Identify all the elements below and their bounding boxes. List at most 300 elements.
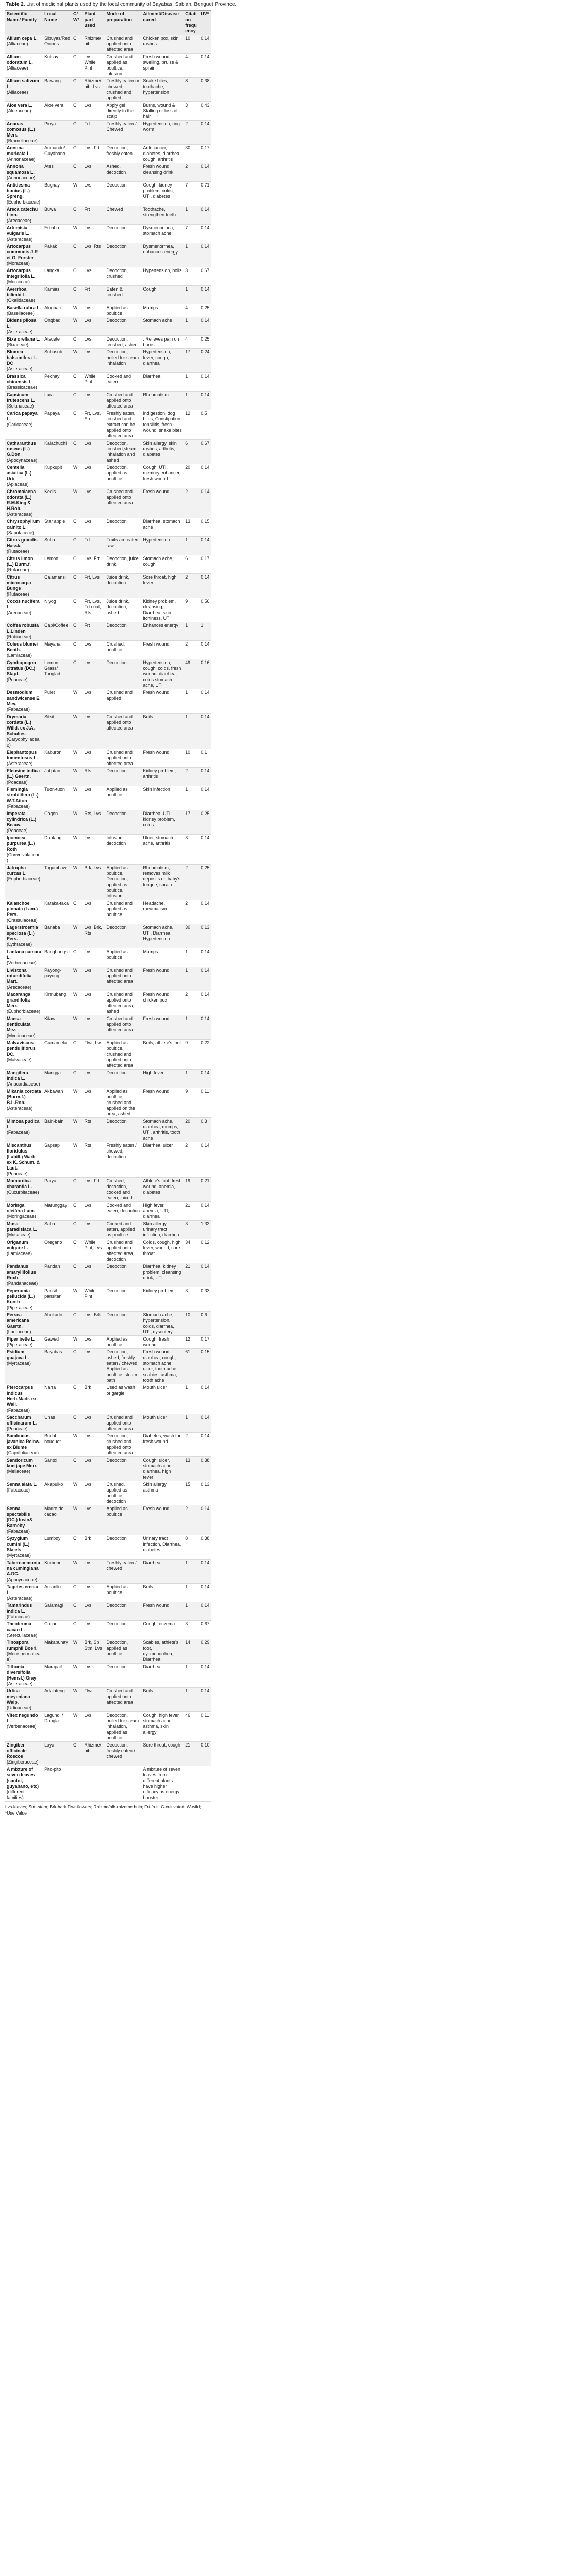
cell-scientific-name [5, 1457, 43, 1481]
cell-scientific-name [5, 121, 43, 145]
family-name: (Euphorbiaceae) [7, 876, 41, 882]
cell-preparation: Decoction [105, 1457, 142, 1481]
family-name: (Alliaceae) [7, 90, 28, 95]
cell-citation-frequency: 14 [184, 1639, 199, 1664]
cell-scientific-name [5, 35, 43, 54]
cell-scientific-name [5, 555, 43, 574]
cell-local-name: Marapait [43, 1664, 72, 1688]
cell-use-value: 0.14 [199, 225, 211, 243]
cell-use-value: 0.14 [199, 373, 211, 392]
cell-scientific-name [5, 1535, 43, 1560]
cell-cultivated-wild: C [72, 574, 83, 598]
cell-plant-part: Lvs [83, 1088, 105, 1118]
table-row [5, 102, 211, 121]
cell-use-value: 0.14 [199, 121, 211, 145]
cell-cultivated-wild: W [72, 924, 83, 948]
cell-use-value: 0.5 [199, 410, 211, 440]
cell-citation-frequency: 21 [184, 1263, 199, 1287]
family-name: (Rutaceae) [7, 549, 29, 554]
cell-scientific-name [5, 786, 43, 810]
cell-scientific-name [5, 991, 43, 1015]
cell-preparation: Applied as poultice [105, 1505, 142, 1535]
scientific-name: Zingiber officinale Roscoe [7, 1742, 27, 1759]
cell-use-value: 0.1 [199, 749, 211, 768]
cell-preparation: Crushed and applied onto affected area [105, 1414, 142, 1433]
scientific-name: Artemisia vulgaris L. [7, 225, 29, 236]
cell-plant-part: Lvs [83, 991, 105, 1015]
family-name: (Malvaceae) [7, 1057, 32, 1062]
cell-scientific-name [5, 1602, 43, 1621]
table-row [5, 1560, 211, 1584]
cell-ailment: Stomach ache, cough [141, 555, 184, 574]
family-name: (Asteraceae) [7, 329, 33, 334]
cell-use-value: 0.71 [199, 182, 211, 206]
cell-citation-frequency: 1 [184, 206, 199, 225]
cell-preparation: Decoction [105, 1535, 142, 1560]
cell-citation-frequency: 4 [184, 54, 199, 78]
cell-citation-frequency: 10 [184, 35, 199, 54]
cell-cultivated-wild: C [72, 373, 83, 392]
cell-preparation: Crushed and applied onto affected area, decoction [105, 1239, 142, 1263]
table-row [5, 924, 211, 948]
cell-citation-frequency: 10 [184, 1312, 199, 1336]
cell-preparation: Cooked and eaten [105, 373, 142, 392]
cell-citation-frequency: 1 [184, 967, 199, 991]
cell-plant-part: Rts [83, 768, 105, 786]
cell-cultivated-wild: W [72, 689, 83, 714]
cell-local-name: Cacao [43, 1621, 72, 1639]
cell-cultivated-wild: W [72, 1287, 83, 1312]
family-name: (Alliaceae) [7, 65, 28, 71]
table-row [5, 54, 211, 78]
cell-cultivated-wild: C [72, 1384, 83, 1414]
cell-ailment: Stomach ache, diarrhea, mumps, UTI, arthritis, tooth ache [141, 1118, 184, 1142]
table-row [5, 537, 211, 555]
cell-scientific-name [5, 1742, 43, 1766]
scientific-name: Origanum vulgare L. [7, 1240, 28, 1250]
scientific-name: Basella rubra L. [7, 305, 41, 310]
cell-use-value: 0.33 [199, 1287, 211, 1312]
cell-ailment: Fresh wound, diarrhea, cough, stomach ache, ulcer, tooth ache, scabies, asthma, tooth ache [141, 1349, 184, 1384]
cell-citation-frequency: 13 [184, 1457, 199, 1481]
cell-cultivated-wild: C [72, 206, 83, 225]
cell-scientific-name [5, 1239, 43, 1263]
cell-cultivated-wild: C [72, 286, 83, 304]
cell-cultivated-wild: W [72, 1664, 83, 1688]
scientific-name: Tinospora rumphii Boerl. [7, 1640, 38, 1651]
cell-ailment: Diarrhea, stomach ache [141, 518, 184, 537]
table-row [5, 1602, 211, 1621]
cell-plant-part: Lvs [83, 464, 105, 488]
cell-use-value: 0.43 [199, 102, 211, 121]
cell-preparation: Crushed and applied as poultice, infusion [105, 54, 142, 78]
table-row [5, 1239, 211, 1263]
cell-citation-frequency: 20 [184, 1118, 199, 1142]
cell-use-value: 0.14 [199, 786, 211, 810]
table-row [5, 786, 211, 810]
cell-plant-part: Lvs [83, 1457, 105, 1481]
cell-local-name: Mayana [43, 641, 72, 659]
cell-local-name: Bangbangsit [43, 948, 72, 967]
cell-use-value: 1 [199, 622, 211, 641]
cell-local-name: Capi/Coffee [43, 622, 72, 641]
cell-ailment: Fresh wound [141, 749, 184, 768]
cell-local-name: Ongbad [43, 317, 72, 336]
cell-plant-part: Frt [83, 622, 105, 641]
cell-scientific-name [5, 182, 43, 206]
cell-ailment: Mumps [141, 304, 184, 317]
cell-cultivated-wild: C [72, 1584, 83, 1602]
table-row [5, 1015, 211, 1040]
cell-preparation: Decoction, crushed,steam inhalation and ashed [105, 440, 142, 464]
cell-use-value: 0.38 [199, 1457, 211, 1481]
family-name: (Asteraceae) [7, 1596, 33, 1601]
scientific-name: Tabernaemontana cumingiana A.DC. [7, 1560, 40, 1577]
cell-preparation: Decoction [105, 1287, 142, 1312]
family-name: (Verbenaceae) [7, 960, 37, 965]
cell-scientific-name [5, 304, 43, 317]
cell-local-name: Suha [43, 537, 72, 555]
table-row [5, 689, 211, 714]
scientific-name: Elephantopus tomentosus L. [7, 750, 38, 760]
cell-scientific-name [5, 622, 43, 641]
cell-local-name: Kutsay [43, 54, 72, 78]
table-row [5, 574, 211, 598]
cell-use-value: 0.14 [199, 1602, 211, 1621]
cell-ailment: Cough, eczema [141, 1621, 184, 1639]
cell-citation-frequency: 1 [184, 1584, 199, 1602]
cell-scientific-name [5, 768, 43, 786]
cell-scientific-name [5, 243, 43, 267]
table-row [5, 267, 211, 286]
family-name: (Bromeliaceae) [7, 138, 38, 143]
scientific-name: Antidesma bunius (L.) Spreng. [7, 182, 30, 199]
cell-plant-part: Flwr, Lvs [83, 1040, 105, 1070]
cell-use-value: 0.11 [199, 1712, 211, 1742]
cell-cultivated-wild: C [72, 948, 83, 967]
family-name: (Asteraceae) [7, 1106, 33, 1111]
cell-ailment: Stomach ache, UTI, Diarrhea, Hypertension [141, 924, 184, 948]
scientific-name: Cocos nucifera L. [7, 599, 40, 609]
family-name: (Fabaceae) [7, 1529, 30, 1534]
cell-local-name: Saba [43, 1221, 72, 1239]
scientific-name: Imperata cylindrica (L.) Beauv. [7, 811, 37, 827]
cell-preparation: Decoction [105, 1602, 142, 1621]
cell-plant-part: Lvs [83, 182, 105, 206]
cell-preparation: Decoction, crushed [105, 267, 142, 286]
cell-local-name: Sibuyas/Red Onions [43, 35, 72, 54]
scientific-name: Moringa oleifera Lam. [7, 1202, 35, 1213]
medicinal-plants-table [5, 10, 211, 1802]
cell-plant-part: Brk, Lvs [83, 865, 105, 900]
cell-scientific-name [5, 145, 43, 163]
table-row [5, 1664, 211, 1688]
cell-use-value: 0.14 [199, 768, 211, 786]
table-row [5, 1621, 211, 1639]
family-name: (Crassulaceae) [7, 918, 38, 923]
cell-plant-part: Lvs [83, 1202, 105, 1221]
cell-plant-part: Lvs [83, 1433, 105, 1457]
table-row [5, 555, 211, 574]
cell-cultivated-wild: C [72, 1742, 83, 1766]
cell-use-value: 0.14 [199, 464, 211, 488]
header-local-name: Local Name [43, 11, 72, 35]
cell-scientific-name [5, 392, 43, 410]
scientific-name: Bixa orellana L. [7, 336, 41, 342]
cell-scientific-name [5, 336, 43, 349]
table-caption-label: Table 2. [6, 2, 25, 7]
table-row [5, 488, 211, 518]
cell-local-name: Lumboy [43, 1535, 72, 1560]
scientific-name: Ipomoea purpurea (L.) Roth [7, 835, 35, 852]
scientific-name: Vitex negundo L. [7, 1713, 38, 1723]
scientific-name: Capsicum frutescens L. [7, 392, 35, 403]
cell-cultivated-wild: W [72, 1639, 83, 1664]
cell-ailment: Cough, fresh wound [141, 1336, 184, 1349]
cell-local-name: Subusob [43, 349, 72, 373]
cell-local-name: Amarillo [43, 1584, 72, 1602]
table-row [5, 948, 211, 967]
cell-cultivated-wild: C [72, 1602, 83, 1621]
scientific-name: Senna alata L. [7, 1482, 38, 1487]
cell-plant-part: Lvs, Brk, Rts [83, 924, 105, 948]
cell-preparation: Freshly eaten, crushed and extract can be applied onto affected area [105, 410, 142, 440]
family-name: (Sapotaceae) [7, 530, 34, 535]
table-row [5, 1040, 211, 1070]
cell-plant-part: Lvs, While Plnt [83, 54, 105, 78]
cell-citation-frequency: 9 [184, 598, 199, 622]
cell-plant-part: Lvs [83, 1560, 105, 1584]
cell-cultivated-wild: W [72, 1015, 83, 1040]
cell-citation-frequency: 1 [184, 1664, 199, 1688]
cell-ailment: Diabetes, wash for fresh wound [141, 1433, 184, 1457]
table-row [5, 440, 211, 464]
scientific-name: Citrus limon (L.) Burm.f. [7, 556, 34, 567]
cell-cultivated-wild: C [72, 537, 83, 555]
family-name: (Oxalidaceae) [7, 298, 35, 303]
family-name: (Caricaceae) [7, 422, 33, 427]
cell-cultivated-wild: W [72, 810, 83, 835]
cell-cultivated-wild: W [72, 1560, 83, 1584]
cell-citation-frequency: 4 [184, 336, 199, 349]
cell-preparation: Crushed and applied onto affected area [105, 1688, 142, 1712]
scientific-name: Chromolaena odorata (L.) R.M.King & H.Rob. [7, 489, 36, 511]
family-name: (Asteraceae) [7, 512, 33, 517]
cell-use-value: 0.14 [199, 1202, 211, 1221]
cell-citation-frequency: 2 [184, 1505, 199, 1535]
cell-scientific-name [5, 1433, 43, 1457]
cell-cultivated-wild: C [72, 1178, 83, 1202]
family-name: (Convolvulaceae) [7, 852, 41, 863]
scientific-name: Coffea robusta L.Linden [7, 623, 39, 634]
cell-scientific-name [5, 163, 43, 182]
cell-preparation: Decoction, juice drink [105, 555, 142, 574]
scientific-name: Sambucus javanica Reinw. ex Blume [7, 1433, 41, 1450]
cell-local-name: Sapsap [43, 1142, 72, 1178]
cell-preparation: Juice drink, decoction [105, 574, 142, 598]
scientific-name: Cymbopogon citratus (DC.) Stapf. [7, 660, 36, 676]
cell-preparation: Applied as poultice [105, 1584, 142, 1602]
cell-preparation: Applied as poultice [105, 1336, 142, 1349]
cell-local-name: Laya [43, 1742, 72, 1766]
cell-ailment: Anti-cancer, diabetes, diarrhea, cough, arthritis [141, 145, 184, 163]
cell-use-value: 0.67 [199, 267, 211, 286]
scientific-name: Brassica chinensis L. [7, 374, 33, 384]
table-row [5, 1202, 211, 1221]
cell-scientific-name [5, 206, 43, 225]
cell-plant-part: Frt [83, 286, 105, 304]
table-row [5, 900, 211, 924]
table-row [5, 182, 211, 206]
cell-local-name: Oregano [43, 1239, 72, 1263]
cell-preparation: Decoction [105, 225, 142, 243]
cell-citation-frequency: 1 [184, 537, 199, 555]
cell-use-value: 0.14 [199, 948, 211, 967]
cell-preparation: Decoction, applied as poultice [105, 464, 142, 488]
cell-use-value: 0.14 [199, 1560, 211, 1584]
cell-cultivated-wild: W [72, 1505, 83, 1535]
cell-local-name: Erbaba [43, 225, 72, 243]
cell-cultivated-wild: W [72, 304, 83, 317]
cell-local-name: Pinya [43, 121, 72, 145]
cell-use-value: 0.14 [199, 317, 211, 336]
cell-scientific-name [5, 373, 43, 392]
cell-use-value: 0.14 [199, 641, 211, 659]
cell-citation-frequency: 2 [184, 991, 199, 1015]
cell-ailment: . Relieves pain on burns [141, 336, 184, 349]
cell-scientific-name [5, 900, 43, 924]
cell-plant-part: Lvs [83, 518, 105, 537]
table-row [5, 518, 211, 537]
cell-ailment: Diarrhea [141, 373, 184, 392]
table-row [5, 659, 211, 689]
cell-use-value: 0.14 [199, 967, 211, 991]
family-name: (Poaceae) [7, 677, 28, 682]
cell-ailment: Boils [141, 714, 184, 749]
scientific-name: Mimosa pudica L. [7, 1118, 40, 1129]
cell-ailment: Headache, rheumatism [141, 900, 184, 924]
cell-citation-frequency: 10 [184, 749, 199, 768]
cell-use-value: 0.14 [199, 689, 211, 714]
cell-local-name: Daptang [43, 835, 72, 865]
cell-scientific-name [5, 967, 43, 991]
cell-plant-part: Lvs [83, 1621, 105, 1639]
cell-preparation: Applied as poultice, Decoction, applied as poultice, Infusion [105, 865, 142, 900]
table-row [5, 1535, 211, 1560]
cell-plant-part: Lvs [83, 689, 105, 714]
cell-use-value: 0.24 [199, 349, 211, 373]
cell-use-value: 0.12 [199, 1239, 211, 1263]
cell-ailment: Skin allergy, urinary tract infection, diarrhea [141, 1221, 184, 1239]
family-name: (Arecaceae) [7, 985, 31, 990]
cell-local-name: Kurbebet [43, 1560, 72, 1584]
cell-use-value: 0.14 [199, 1584, 211, 1602]
cell-preparation: Cooked and eaten, decoction [105, 1202, 142, 1221]
cell-ailment: Ulcer, stomach ache, arthritis [141, 835, 184, 865]
cell-preparation: Applied as poultice, crushed and applied on the area, ashed [105, 1088, 142, 1118]
cell-preparation: Ashed, decoction [105, 163, 142, 182]
cell-citation-frequency: 6 [184, 440, 199, 464]
family-name: (Annonaceae) [7, 175, 36, 180]
cell-cultivated-wild: C [72, 1221, 83, 1239]
cell-ailment: Diarrhea, UTI, kidney problem, colds [141, 810, 184, 835]
family-name: (Lythraceae) [7, 942, 32, 947]
cell-scientific-name [5, 865, 43, 900]
cell-scientific-name [5, 1621, 43, 1639]
cell-cultivated-wild: W [72, 182, 83, 206]
table-row [5, 243, 211, 267]
cell-ailment: Diarrhea, kidney problem, cleansing drink, UTI [141, 1263, 184, 1287]
family-name: (Moraceae) [7, 261, 30, 266]
cell-cultivated-wild: C [72, 440, 83, 464]
cell-scientific-name [5, 1384, 43, 1414]
cell-ailment: Kidney problem [141, 1287, 184, 1312]
cell-plant-part: Lvs [83, 835, 105, 865]
scientific-name: Annona squamosa L. [7, 164, 35, 175]
cell-use-value: 0.22 [199, 1040, 211, 1070]
cell-citation-frequency: 30 [184, 145, 199, 163]
cell-cultivated-wild: C [72, 900, 83, 924]
family-name: (Alliaceae) [7, 41, 28, 46]
table-row [5, 967, 211, 991]
family-name: (Euphorbiaceae) [7, 199, 41, 205]
cell-citation-frequency: 2 [184, 865, 199, 900]
scientific-name: Momordica charantia L. [7, 1178, 32, 1189]
family-name: (Fabaceae) [7, 1408, 30, 1413]
table-row [5, 1639, 211, 1664]
cell-cultivated-wild: W [72, 349, 83, 373]
cell-preparation: Decoction, freshly eaten / chewed [105, 1742, 142, 1766]
cell-cultivated-wild: W [72, 488, 83, 518]
cell-use-value: 0.14 [199, 286, 211, 304]
cell-plant-part: Rts [83, 1118, 105, 1142]
cell-local-name: Alugbati [43, 304, 72, 317]
cell-plant-part: Lvs [83, 659, 105, 689]
family-name: (Annonaceae) [7, 157, 36, 162]
cell-use-value: 0.38 [199, 78, 211, 102]
table-row [5, 121, 211, 145]
cell-citation-frequency: 2 [184, 1433, 199, 1457]
cell-use-value: 0.17 [199, 1336, 211, 1349]
cell-plant-part: Lvs [83, 1070, 105, 1088]
family-name: (Meliaceae) [7, 1469, 30, 1474]
table-row [5, 317, 211, 336]
cell-local-name: Papaya [43, 410, 72, 440]
cell-ailment: Boils [141, 1688, 184, 1712]
cell-cultivated-wild: C [72, 1239, 83, 1263]
cell-local-name: Lagundi / Dangla [43, 1712, 72, 1742]
family-name: (Musaceae) [7, 1232, 31, 1238]
cell-preparation: Freshly eaten / chewed [105, 1560, 142, 1584]
cell-citation-frequency: 49 [184, 659, 199, 689]
cell-cultivated-wild: W [72, 1481, 83, 1505]
cell-scientific-name [5, 948, 43, 967]
cell-preparation: Applied as poultice [105, 786, 142, 810]
family-name: (Zingiberaceae) [7, 1759, 39, 1765]
scientific-name: Maesa denticulata Mez. [7, 1016, 31, 1032]
scientific-name: Saccharum officinarum L. [7, 1415, 37, 1426]
cell-ailment: Fresh wound [141, 641, 184, 659]
cell-preparation: Infusion, decoction [105, 835, 142, 865]
cell-preparation: Decoction [105, 1664, 142, 1688]
family-name: (Fabaceae) [7, 1130, 30, 1135]
cell-ailment: Mouth ulcer [141, 1414, 184, 1433]
scientific-name: Tagetes erecta L. [7, 1584, 38, 1595]
table-row [5, 1414, 211, 1433]
cell-preparation: Applied as poultice [105, 948, 142, 967]
cell-local-name: Pechay [43, 373, 72, 392]
cell-preparation: Applied as poultice, crushed and applied onto affected area [105, 1040, 142, 1070]
